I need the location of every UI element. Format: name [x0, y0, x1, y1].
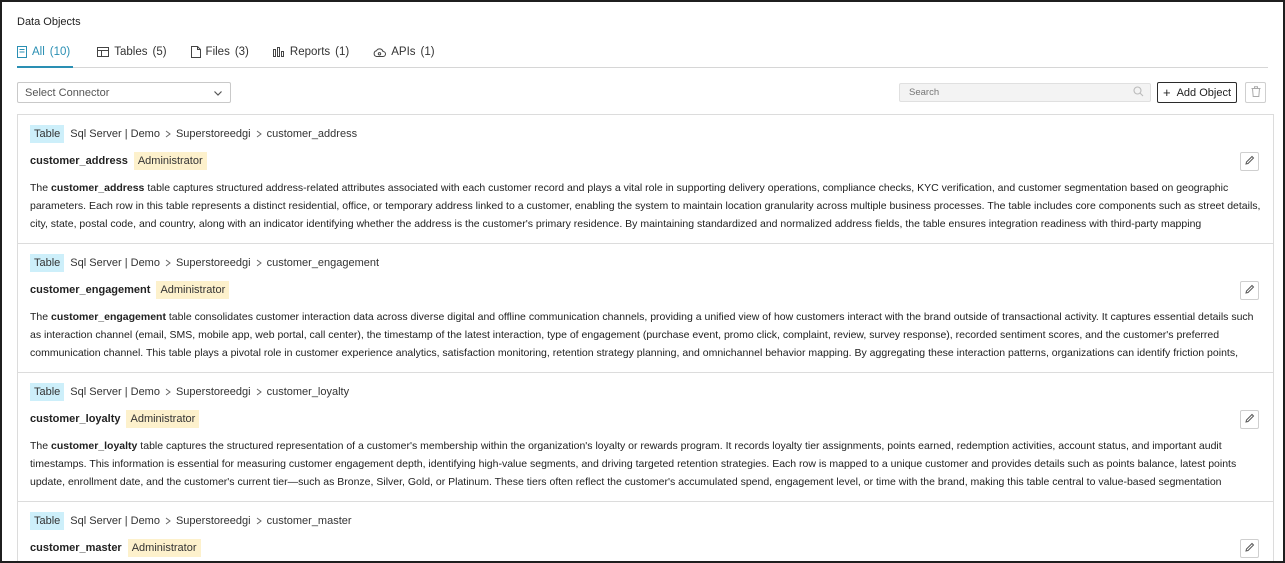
role-badge: Administrator — [134, 152, 207, 170]
tab-tables-count: (5) — [152, 46, 167, 58]
pencil-icon — [1245, 155, 1255, 168]
tab-all[interactable] — [17, 37, 73, 68]
tab-tables-label: Tables — [114, 46, 148, 58]
type-badge: Table — [30, 125, 64, 143]
breadcrumb-schema: Superstoreedgi — [175, 515, 251, 527]
breadcrumb-connector: Sql Server | Demo — [70, 257, 160, 269]
card-title-row — [30, 152, 207, 170]
search-input[interactable] — [899, 83, 1151, 102]
data-object-card[interactable] — [18, 244, 1273, 373]
cloud-icon — [373, 47, 386, 57]
breadcrumb-object: customer_loyalty — [266, 386, 350, 398]
object-name[interactable]: customer_master — [30, 542, 122, 554]
tab-all-count: (10) — [49, 45, 71, 58]
breadcrumb-schema: Superstoreedgi — [175, 128, 251, 140]
card-title-row — [30, 539, 201, 557]
chevron-right-icon — [164, 129, 172, 139]
document-icon — [17, 46, 27, 58]
connector-select[interactable] — [17, 82, 231, 103]
chevron-down-icon — [213, 88, 223, 101]
tab-files-label: Files — [205, 46, 230, 58]
breadcrumb-schema: Superstoreedgi — [175, 257, 251, 269]
chevron-right-icon — [255, 387, 263, 397]
object-name[interactable]: customer_loyalty — [30, 413, 121, 425]
data-object-card[interactable] — [18, 115, 1273, 244]
type-badge: Table — [30, 512, 64, 530]
pencil-icon — [1245, 284, 1255, 297]
add-object-button[interactable] — [1157, 82, 1237, 103]
type-badge: Table — [30, 383, 64, 401]
plus-icon: + — [1162, 85, 1171, 100]
tab-reports-count: (1) — [335, 46, 350, 58]
breadcrumb-object: customer_address — [266, 128, 358, 140]
breadcrumb — [30, 512, 352, 530]
file-icon — [191, 46, 201, 58]
data-object-list — [17, 114, 1274, 563]
tab-tables[interactable] — [97, 37, 166, 67]
bar-chart-icon — [273, 47, 285, 57]
data-object-card[interactable] — [18, 373, 1273, 502]
tab-all-label: All — [32, 45, 45, 58]
tab-apis[interactable] — [373, 37, 434, 67]
table-icon — [97, 47, 109, 57]
role-badge: Administrator — [126, 410, 199, 428]
object-description: The customer_address table captures structured address-related attributes associated with each customer record and plays a vital role in supporting delivery operations, compliance checks, KYC verification, and customer segmentation based on geographic parameters. Each row in this table represents a distinct residential, office, or temporary address linked to a customer, enabling the system to maintain location granularity across multiple business processes. The table includes core components such as street details, city, state, postal code, and country, along with an indicator identifying whether the address is the customer's primary residence. By maintaining standardized and normalized address fields, the table ensures integration readiness with third-party mapping — [30, 182, 1261, 230]
delete-button[interactable] — [1245, 82, 1266, 103]
chevron-right-icon — [255, 516, 263, 526]
tab-apis-count: (1) — [420, 46, 435, 58]
chevron-right-icon — [164, 258, 172, 268]
add-object-label: Add Object — [1176, 86, 1231, 99]
page-title: Data Objects — [17, 16, 81, 28]
search-icon[interactable] — [1133, 86, 1144, 100]
pencil-icon — [1245, 542, 1255, 555]
breadcrumb — [30, 254, 379, 272]
tab-files-count: (3) — [234, 46, 249, 58]
tab-reports-label: Reports — [289, 46, 331, 58]
type-badge: Table — [30, 254, 64, 272]
chevron-right-icon — [164, 387, 172, 397]
breadcrumb-connector: Sql Server | Demo — [70, 128, 160, 140]
edit-button[interactable] — [1240, 539, 1259, 558]
edit-button[interactable] — [1240, 152, 1259, 171]
breadcrumb-object: customer_master — [266, 515, 352, 527]
breadcrumb-connector: Sql Server | Demo — [70, 386, 160, 398]
tab-reports[interactable] — [273, 37, 349, 67]
pencil-icon — [1245, 413, 1255, 426]
chevron-right-icon — [164, 516, 172, 526]
connector-select-value: Select Connector — [25, 86, 110, 99]
card-title-row — [30, 281, 229, 299]
tab-bar — [17, 37, 1268, 68]
breadcrumb — [30, 383, 349, 401]
breadcrumb-connector: Sql Server | Demo — [70, 515, 160, 527]
chevron-right-icon — [255, 129, 263, 139]
card-title-row — [30, 410, 199, 428]
object-description: The customer_loyalty table captures the structured representation of a customer's membership within the organization's loyalty or rewards program. It records loyalty tier assignments, points earned, redemption activities, account status, and important audit timestamps. This information is essential for measuring customer engagement depth, identifying high-value segments, and driving targeted retention strategies. Each row is mapped to a unique customer and provides details such as points balance, latest points update, enrollment date, and the customer's current tier—such as Bronze, Silver, Gold, or Platinum. These tiers often reflect the customer's accumulated spend, engagement level, or time with the brand, making this table central to value-based segmentation — [30, 440, 1237, 488]
object-name[interactable]: customer_address — [30, 155, 128, 167]
breadcrumb-object: customer_engagement — [266, 257, 380, 269]
trash-icon — [1251, 86, 1261, 100]
breadcrumb-schema: Superstoreedgi — [175, 386, 251, 398]
object-name[interactable]: customer_engagement — [30, 284, 151, 296]
data-object-card[interactable] — [18, 502, 1273, 563]
object-description: The customer_engagement table consolidates customer interaction data across diverse digital and offline communication channels, providing a unified view of how customers interact with the brand outside of transactional activity. It captures essential details such as interaction channel (email, SMS, mobile app, web portal, call center), the timestamp of the latest interaction, type of engagement (purchase event, promo click, complaint, review, survey response), recorded sentiment scores, and the customer's preferred communication channel. This table plays a pivotal role in customer experience analytics, satisfaction monitoring, retention strategy planning, and omnichannel behavior mapping. By aggregating these interaction patterns, organizations can identify friction points, — [30, 311, 1254, 359]
tab-apis-label: APIs — [391, 46, 416, 58]
edit-button[interactable] — [1240, 410, 1259, 429]
chevron-right-icon — [255, 258, 263, 268]
tab-files[interactable] — [191, 37, 249, 67]
role-badge: Administrator — [128, 539, 201, 557]
edit-button[interactable] — [1240, 281, 1259, 300]
breadcrumb — [30, 125, 357, 143]
role-badge: Administrator — [156, 281, 229, 299]
